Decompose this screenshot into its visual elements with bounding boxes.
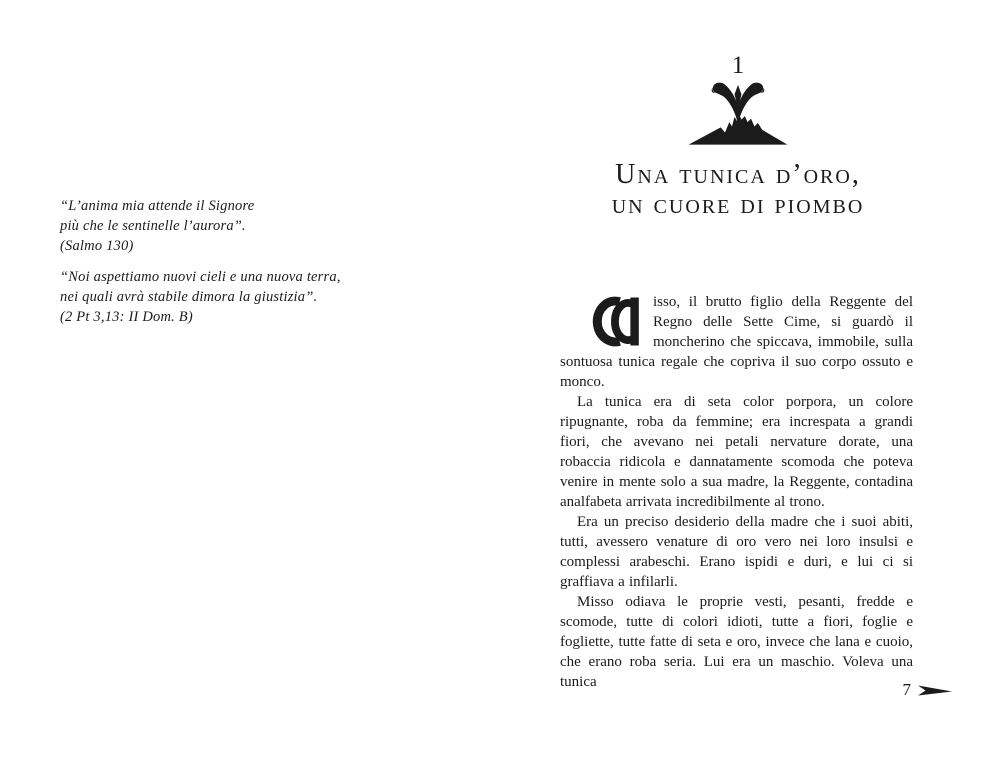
chapter-number: 1: [731, 52, 745, 79]
drop-cap-letter-m: [580, 294, 640, 349]
chapter-head: [560, 52, 916, 239]
page-number: 7: [902, 680, 911, 699]
quote-line: più che le sentinelle l’aurora”.: [60, 218, 246, 234]
chapter-title-line2: un cuore di piombo: [611, 189, 865, 220]
paragraph: [560, 292, 913, 392]
epigraph-quote: [60, 196, 341, 256]
quote-source: (Salmo 130): [60, 238, 134, 254]
page-footer: [560, 680, 952, 700]
whale-tail-mountain-icon: [686, 72, 790, 148]
dart-arrow-icon: [918, 683, 952, 697]
chapter-title: [560, 160, 916, 220]
epigraph-quote: [60, 267, 341, 327]
chapter-title-line1: Una tunica d’oro,: [615, 159, 861, 190]
epigraph-block: [60, 196, 341, 338]
quote-line: nei quali avrà stabile dimora la giustizia”.: [60, 289, 318, 305]
paragraph: Misso odiava le proprie vesti, pesanti, fredde e scomode, tutte di colori idioti, tutte a fiori, foglie e fogliette, tutte fatte di seta e oro, invece che lana e cuoio, che erano roba seria. Lui era un maschio. Voleva una tunica: [560, 594, 913, 690]
paragraph: Era un preciso desiderio della madre che i suoi abiti, tutti, avessero venature di oro vero nei loro insulsi e complessi arabeschi. Erano ispidi e duri, e lui ci si graffiava a infilarli.: [560, 514, 913, 590]
chapter-ornament: [560, 52, 916, 148]
chapter-body: [560, 292, 913, 692]
quote-line: “Noi aspettiamo nuovi cieli e una nuova terra,: [60, 269, 341, 285]
paragraph-text: isso, il brutto figlio della Reggente del Regno delle Sette Cime, si guardò il moncherino che spiccava, immobile, sulla sontuosa tunica regale che copriva il suo corpo ossuto e monco.: [560, 294, 913, 390]
quote-line: “L’anima mia attende il Signore: [60, 198, 255, 214]
paragraph: La tunica era di seta color porpora, un colore ripugnante, roba da femmine; era increspata a grandi fiori, che avevano nei petali nervature dorate, una robaccia ridicola e dannatamente scomoda che poteva venire in mente solo a sua madre, la Reggente, contadina analfabeta arrivata incredibilmente al trono.: [560, 394, 913, 510]
quote-source: (2 Pt 3,13: II Dom. B): [60, 309, 193, 325]
